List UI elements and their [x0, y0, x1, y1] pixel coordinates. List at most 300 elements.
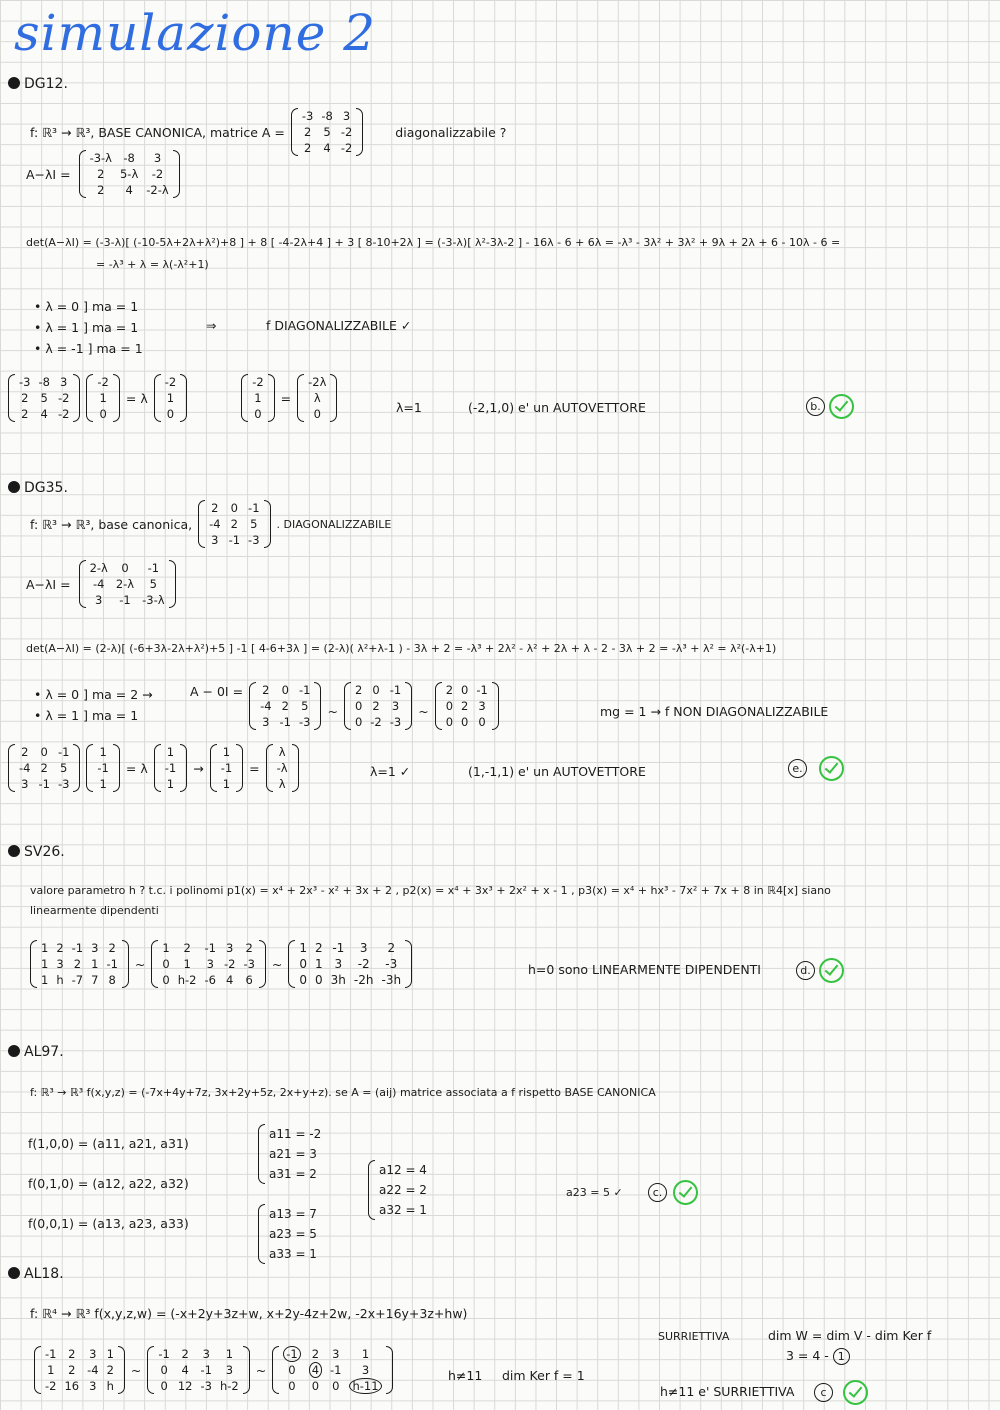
matrix-cell: 3 — [21, 777, 29, 791]
matrix-cell: 0 — [372, 683, 380, 697]
matrix-row — [161, 374, 180, 390]
matrix-row — [279, 1346, 385, 1362]
matrix-cell: -1 — [279, 1346, 304, 1362]
matrix-cell: 0 — [478, 715, 486, 729]
matrix-row — [205, 500, 263, 516]
matrix-row — [154, 1346, 242, 1362]
matrix-cell: 1 — [299, 941, 308, 955]
matrix-cell: 3 — [262, 715, 270, 729]
matrix-row — [158, 956, 259, 972]
matrix-cell: 5 — [301, 699, 309, 713]
matrix-row — [217, 776, 236, 792]
matrix-row — [161, 760, 180, 776]
matrix-cell: 2 — [21, 391, 29, 405]
ex3-prompt-line-2: linearmente dipendenti — [30, 904, 159, 917]
ex1-det-line-2: = -λ³ + λ = λ(-λ²+1) — [96, 258, 209, 271]
matrix-cell: 2 — [68, 1363, 76, 1377]
matrix-row — [15, 406, 73, 422]
matrix-row — [256, 698, 314, 714]
green-check-icon — [673, 1180, 698, 1205]
vector-v-dg12-b — [154, 374, 187, 422]
matrix-cell: -3 — [19, 375, 31, 389]
answer-circle: b. — [806, 397, 825, 416]
matrix-cell: 2 — [245, 941, 253, 955]
matrix-cell: 0 — [288, 1363, 296, 1377]
matrix-cell: -2 — [340, 125, 353, 139]
matrix-row — [256, 682, 314, 698]
ex3-answer — [796, 958, 844, 983]
matrix-cell: -3 — [301, 109, 314, 123]
matrix-cell: 3 — [334, 957, 343, 971]
matrix-cell: 3 — [91, 941, 99, 955]
matrix-cell: -1 — [476, 683, 488, 697]
matrix-cell: 3 — [211, 533, 219, 547]
matrix-cell: 3 — [89, 1347, 97, 1361]
matrix-cell: -1 — [228, 533, 241, 547]
matrix-cell: 1 — [166, 745, 175, 759]
ex4-system-column-2: a12 = 4 a22 = 2 a32 = 1 — [368, 1160, 427, 1220]
matrix-cell: -2 — [151, 167, 164, 181]
ex1-prompt: f: ℝ³ → ℝ³, BASE CANONICA, matrice A = -3 -8 3 2 5 -2 2 4 -2 diagonalizzabile ? — [30, 109, 507, 155]
matrix-cell: 1 — [99, 777, 107, 791]
vector-v-dg35 — [86, 744, 119, 792]
ex1-answer — [806, 394, 854, 419]
matrix-row — [298, 124, 356, 140]
matrix-cell: 1 — [254, 391, 262, 405]
vector-lambda-v-dg35 — [266, 744, 299, 792]
matrix-cell: 0 — [162, 973, 170, 987]
matrix-cell: -3 — [200, 1379, 212, 1393]
ex2-mg-conclusion: mg = 1 → f NON DIAGONALIZZABILE — [600, 704, 829, 719]
matrix-cell: h-2 — [219, 1379, 239, 1393]
matrix-row — [161, 390, 180, 406]
matrix-cell: 2 — [281, 699, 289, 713]
matrix-cell: 1 — [162, 941, 170, 955]
matrix-row — [442, 714, 492, 730]
matrix-cell: -1 — [97, 761, 109, 775]
matrix-cell: 2 — [303, 125, 312, 139]
matrix-cell: 1 — [41, 973, 49, 987]
matrix-row — [37, 940, 122, 956]
matrix-cell: 3 — [153, 151, 162, 165]
exercise-header-al18: AL18. — [8, 1266, 64, 1282]
matrix-cell: 2 — [97, 167, 105, 181]
ex5-prompt: f: ℝ⁴ → ℝ³ f(x,y,z,w) = (-x+2y+3z+w, x+2y-4z+2w, -2x+16y+3z+hw) — [30, 1306, 468, 1321]
matrix-cell: 0 — [230, 501, 238, 515]
bullet-dot-icon — [8, 845, 20, 857]
matrix-cell: -1 — [38, 777, 50, 791]
matrix-row — [93, 390, 112, 406]
matrix-cell: -2 — [370, 715, 382, 729]
matrix-cell: 0 — [299, 957, 308, 971]
matrix-cell: 2 — [97, 183, 105, 197]
matrix-cell: 5 — [250, 517, 258, 531]
matrix-cell: -6 — [204, 973, 216, 987]
matrix-cell: 3 — [95, 593, 103, 607]
matrix-cell: 1 — [106, 1347, 114, 1361]
matrix-dg35-step3 — [435, 682, 499, 730]
matrix-cell: 2 — [73, 957, 82, 971]
matrix-cell: 3 — [361, 1363, 370, 1377]
matrix-cell: -2 — [357, 957, 370, 971]
matrix-row — [248, 390, 267, 406]
matrix-cell: -7 — [71, 973, 84, 987]
matrix-cell: -3 — [57, 777, 70, 791]
matrix-sv26-step1 — [30, 940, 129, 988]
matrix-cell: 16 — [64, 1379, 80, 1393]
matrix-cell: 0 — [99, 407, 107, 421]
ex3-row-reduction: 1 2 -1 3 2 1 3 2 1 -1 1 h -7 7 8 ~ 1 2 -1 3 2 0 1 3 -2 -3 0 h-2 -6 4 6 ~ 1 2 -1 3 2 0 1 3 -2 -3 0 0 3h -2h -3h — [30, 940, 412, 988]
matrix-cell: λ — [313, 391, 321, 405]
matrix-sv26-step3 — [288, 940, 412, 988]
matrix-cell: -λ — [276, 761, 288, 775]
ex2-lambda-value: λ=1 ✓ — [370, 764, 411, 779]
matrix-cell: 4 — [40, 407, 48, 421]
matrix-dg35 — [198, 500, 270, 548]
vector-v-dg35-b — [154, 744, 187, 792]
matrix-row — [41, 1362, 118, 1378]
matrix-cell: 5 — [60, 761, 68, 775]
matrix-row — [351, 698, 405, 714]
matrix-dg35-repeat — [8, 744, 80, 792]
matrix-cell: -3 — [243, 957, 255, 971]
matrix-cell: -2λ — [308, 375, 327, 389]
ex1-eigen-list: • λ = 0 ] ma = 1 • λ = 1 ] ma = 1 • λ = -1 ] ma = 1 — [34, 299, 143, 356]
matrix-cell: -1 — [164, 761, 177, 775]
matrix-cell: 12 — [177, 1379, 193, 1393]
ex1-eigen-check: -3 -8 3 2 5 -2 2 4 -2 -2 1 0 = λ -2 1 0 -2 1 0 = -2λ λ 0 — [8, 374, 337, 422]
exercise-header-dg12: DG12. — [8, 76, 68, 92]
matrix-cell: -1 — [71, 941, 84, 955]
matrix-cell: -2 — [57, 407, 70, 421]
matrix-cell: 1 — [315, 957, 323, 971]
ex2-eigen-list: • λ = 0 ] ma = 2 → • λ = 1 ] ma = 1 — [34, 687, 153, 723]
matrix-cell: 1 — [222, 777, 231, 791]
matrix-row — [158, 972, 259, 988]
ex2-prompt: f: ℝ³ → ℝ³, base canonica, 2 0 -1 -4 2 5 3 -1 -3 . DIAGONALIZZABILE — [30, 501, 392, 547]
matrix-row — [279, 1362, 385, 1378]
matrix-row — [205, 532, 263, 548]
matrix-cell: -8 — [321, 109, 333, 123]
matrix-cell: 0 — [311, 1379, 320, 1393]
matrix-dg35-step2 — [344, 682, 412, 730]
matrix-row — [304, 374, 330, 390]
matrix-cell: -8 — [123, 151, 135, 165]
matrix-cell: -2-λ — [146, 183, 169, 197]
matrix-row — [248, 406, 267, 422]
matrix-cell: 0 — [354, 699, 363, 713]
matrix-cell: -1 — [330, 1363, 342, 1377]
matrix-cell: 3 — [56, 957, 64, 971]
matrix-cell: 2 — [445, 683, 454, 697]
matrix-cell: 0 — [461, 715, 469, 729]
matrix-cell: 4 — [181, 1363, 189, 1377]
matrix-cell: 0 — [40, 745, 48, 759]
matrix-row — [273, 760, 292, 776]
matrix-row — [279, 1378, 385, 1394]
matrix-row — [41, 1346, 118, 1362]
matrix-cell: 3 — [478, 699, 486, 713]
matrix-dg35-step1 — [249, 682, 321, 730]
matrix-cell: -1 — [389, 683, 402, 697]
matrix-cell: -1 — [106, 957, 118, 971]
matrix-cell: 0 — [445, 699, 454, 713]
matrix-cell: 2 — [262, 683, 270, 697]
matrix-cell: 0 — [160, 1379, 168, 1393]
matrix-cell: h-11 — [345, 1378, 385, 1394]
matrix-cell: 2 — [372, 699, 380, 713]
ex4-result: a23 = 5 ✓ — [566, 1186, 623, 1199]
matrix-cell: 3h — [330, 973, 346, 987]
matrix-cell: λ — [278, 777, 286, 791]
matrix-row — [295, 972, 405, 988]
matrix-cell: 3 — [342, 109, 351, 123]
matrix-cell: 2-λ — [89, 561, 108, 575]
matrix-cell: 3 — [225, 1363, 234, 1377]
matrix-cell: -1 — [332, 941, 345, 955]
matrix-cell: -3 — [389, 715, 402, 729]
exercise-header-sv26: SV26. — [8, 844, 65, 860]
matrix-cell: -3 — [299, 715, 311, 729]
matrix-cell: 2 — [21, 407, 29, 421]
ex2-det-line: det(A−λI) = (2-λ)[ (-6+3λ-2λ+λ²)+5 ] -1 [ 4-6+3λ ] = (2-λ)( λ²+λ-1 ) - 3λ + 2 = -λ³ + 2λ² - λ² + 2λ + λ - 2 - 3λ + 2 = -λ³ + λ² = λ²(-λ+1) — [26, 642, 777, 655]
matrix-row — [351, 714, 405, 730]
matrix-row — [15, 390, 73, 406]
matrix-row — [93, 760, 112, 776]
matrix-row — [15, 776, 73, 792]
matrix-cell: 2 — [183, 941, 191, 955]
matrix-cell: λ — [278, 745, 286, 759]
ex4-answer — [648, 1180, 698, 1205]
matrix-cell: -1 — [248, 501, 260, 515]
matrix-row — [86, 166, 173, 182]
matrix-row — [37, 972, 122, 988]
implies-arrow-icon: ⇒ — [206, 318, 217, 333]
matrix-cell: 3 — [359, 941, 368, 955]
matrix-row — [41, 1378, 118, 1394]
matrix-cell: 0 — [281, 683, 289, 697]
matrix-cell: -4 — [92, 577, 105, 591]
matrix-a-dg12 — [291, 108, 363, 156]
ex2-answer — [788, 756, 844, 781]
matrix-al18-step1 — [34, 1346, 125, 1394]
matrix-cell: 0 — [254, 407, 262, 421]
matrix-cell: 3 — [226, 941, 234, 955]
matrix-row — [161, 776, 180, 792]
matrix-cell: 1 — [225, 1347, 234, 1361]
matrix-row — [37, 956, 122, 972]
matrix-cell: -4 — [209, 517, 221, 531]
matrix-row — [217, 760, 236, 776]
exercise-header-al97: AL97. — [8, 1044, 64, 1060]
matrix-cell: 1 — [183, 957, 191, 971]
matrix-cell: 3 — [60, 375, 68, 389]
matrix-sv26-step2 — [151, 940, 266, 988]
matrix-cell: 1 — [47, 1363, 55, 1377]
ex4-system-column-3: a13 = 7 a23 = 5 a33 = 1 — [258, 1204, 317, 1264]
matrix-cell: 0 — [299, 973, 308, 987]
matrix-cell: -1 — [200, 1363, 212, 1377]
matrix-cell: 1 — [361, 1347, 370, 1361]
matrix-cell: 0 — [445, 715, 454, 729]
answer-circle: e. — [788, 759, 807, 778]
ex5-dim-formula: dim W = dim V - dim Ker f — [768, 1328, 932, 1343]
matrix-cell: -3h — [381, 973, 402, 987]
matrix-al18-step2 — [147, 1346, 249, 1394]
vector-v-dg35-c — [210, 744, 243, 792]
matrix-cell: 5 — [149, 577, 157, 591]
matrix-row — [304, 390, 330, 406]
matrix-cell: 6 — [245, 973, 253, 987]
matrix-cell: 3 — [202, 1347, 210, 1361]
matrix-row — [86, 560, 169, 576]
matrix-row — [86, 576, 169, 592]
matrix-cell: 4 — [125, 183, 133, 197]
matrix-cell: 2 — [315, 941, 323, 955]
matrix-cell: 3 — [391, 699, 400, 713]
matrix-cell: 0 — [288, 1379, 296, 1393]
matrix-cell: -1 — [57, 745, 70, 759]
matrix-row — [15, 374, 73, 390]
matrix-cell: 2 — [56, 941, 64, 955]
matrix-cell: 2 — [311, 1347, 320, 1361]
ex2-eigen-check: 2 0 -1 -4 2 5 3 -1 -3 1 -1 1 = λ 1 -1 1 → 1 -1 1 = λ -λ λ — [8, 744, 299, 792]
ex1-det-line-1: det(A−λI) = (-3-λ)[ (-10-5λ+2λ+λ²)+8 ] + 8 [ -4-2λ+4 ] + 3 [ 8-10+2λ ] = (-3-λ)[ λ²-3λ-2 ] - 16λ - 6 + 6λ = -λ³ - 3λ² + 3λ² + 9λ + 2λ + 6 - 10λ - 6 = — [26, 236, 841, 249]
matrix-cell: 3 — [332, 1347, 340, 1361]
matrix-cell: -2 — [45, 1379, 57, 1393]
matrix-cell: 2 — [68, 1347, 76, 1361]
matrix-row — [158, 940, 259, 956]
ex1-conclusion: f DIAGONALIZZABILE ✓ — [266, 318, 412, 333]
matrix-cell: 5-λ — [119, 167, 139, 181]
bullet-dot-icon — [8, 1045, 20, 1057]
matrix-cell: 2 — [230, 517, 238, 531]
matrix-cell: 7 — [91, 973, 99, 987]
matrix-cell: -1 — [158, 1347, 170, 1361]
ex2-result: (1,-1,1) e' un AUTOVETTORE — [468, 764, 646, 779]
matrix-cell: 0 — [332, 1379, 340, 1393]
matrix-cell: -1 — [45, 1347, 57, 1361]
matrix-cell: 1 — [99, 391, 107, 405]
ex1-lambda-value: λ=1 — [396, 400, 422, 415]
matrix-cell: -3 — [385, 957, 398, 971]
green-check-icon — [819, 756, 844, 781]
answer-circle: d. — [796, 961, 815, 980]
ex3-result: h=0 sono LINEARMENTE DIPENDENTI — [528, 962, 761, 977]
matrix-cell: -3 — [248, 533, 260, 547]
matrix-cell: 1 — [222, 745, 231, 759]
matrix-cell: 0 — [121, 561, 129, 575]
ex4-basis-images: f(1,0,0) = (a11, a21, a31) f(0,1,0) = (a12, a22, a32) f(0,0,1) = (a13, a23, a33) — [28, 1136, 189, 1231]
matrix-row — [256, 714, 314, 730]
matrix-row — [93, 374, 112, 390]
matrix-cell: 2 — [387, 941, 396, 955]
page-title: simulazione 2 — [14, 4, 376, 62]
matrix-cell: 0 — [162, 957, 170, 971]
ex3-prompt-line-1: valore parametro h ? t.c. i polinomi p1(x) = x⁴ + 2x³ - x² + 3x + 2 , p2(x) = x⁴ + 3x³ + 2x² + x - 1 , p3(x) = x⁴ + hx³ - 7x² + 7x + 8 in ℝ4[x] siano — [30, 884, 831, 897]
matrix-cell: 1 — [166, 777, 175, 791]
matrix-al18-step3 — [272, 1346, 392, 1394]
matrix-cell: 1 — [99, 745, 107, 759]
matrix-row — [295, 956, 405, 972]
ex4-system-column-1: a11 = -2 a21 = 3 a31 = 2 — [258, 1124, 321, 1184]
ex5-h-condition: h≠11 — [448, 1368, 483, 1383]
matrix-row — [217, 744, 236, 760]
matrix-cell: -2h — [353, 973, 374, 987]
matrix-row — [295, 940, 405, 956]
matrix-cell: 2 — [461, 699, 469, 713]
matrix-row — [161, 744, 180, 760]
matrix-cell: 2 — [181, 1347, 189, 1361]
matrix-cell: h — [106, 1379, 114, 1393]
matrix-cell: 2 — [40, 761, 48, 775]
matrix-cell: 2 — [303, 141, 312, 155]
matrix-row — [205, 516, 263, 532]
bullet-dot-icon — [8, 481, 20, 493]
matrix-cell: -3-λ — [89, 151, 112, 165]
matrix-cell: 3 — [206, 957, 214, 971]
matrix-cell: 1 — [91, 957, 99, 971]
matrix-row — [442, 698, 492, 714]
ex5-answer — [814, 1380, 868, 1405]
vector-v-dg12 — [86, 374, 119, 422]
matrix-cell: 2 — [108, 941, 116, 955]
matrix-cell: -4 — [19, 761, 31, 775]
matrix-cell: h-2 — [177, 973, 197, 987]
matrix-cell: -3-λ — [142, 593, 165, 607]
matrix-cell: 5 — [40, 391, 48, 405]
matrix-row — [248, 374, 267, 390]
ex5-dim-numbers: 3 = 4 - 1 — [786, 1348, 850, 1365]
matrix-cell: h — [56, 973, 64, 987]
matrix-row — [298, 140, 356, 156]
matrix-cell: 0 — [166, 407, 175, 421]
matrix-row — [154, 1362, 242, 1378]
matrix-cell: -2 — [164, 375, 177, 389]
bullet-dot-icon — [8, 1267, 20, 1279]
ex1-result: (-2,1,0) e' un AUTOVETTORE — [468, 400, 646, 415]
answer-circle: c — [814, 1383, 833, 1402]
matrix-row — [442, 682, 492, 698]
matrix-cell: 0 — [354, 715, 363, 729]
matrix-cell: 2 — [106, 1363, 114, 1377]
ex1-a-lambda-i: A−λI = -3-λ -8 3 2 5-λ -2 2 4 -2-λ — [26, 150, 180, 198]
bullet-dot-icon — [8, 77, 20, 89]
ex2-rank-reduction: A − 0I = 2 0 -1 -4 2 5 3 -1 -3 ~ 2 0 -1 0 2 3 0 -2 -3 ~ 2 0 -1 0 2 3 0 0 0 — [190, 682, 499, 730]
vector-lambda-v-dg12 — [297, 374, 337, 422]
matrix-row — [93, 776, 112, 792]
matrix-cell: -1 — [204, 941, 216, 955]
matrix-cell: 1 — [41, 941, 49, 955]
matrix-cell: 0 — [315, 973, 323, 987]
ex5-dim-ker: dim Ker f = 1 — [502, 1368, 585, 1383]
matrix-cell: -2 — [223, 957, 236, 971]
matrix-cell: -1 — [119, 593, 131, 607]
matrix-cell: -1 — [279, 715, 291, 729]
matrix-cell: -4 — [260, 699, 272, 713]
matrix-row — [273, 744, 292, 760]
matrix-cell: -1 — [299, 683, 311, 697]
matrix-cell: 2 — [21, 745, 29, 759]
matrix-row — [15, 744, 73, 760]
matrix-a-minus-lambda-i-dg35 — [79, 560, 176, 608]
matrix-cell: 5 — [323, 125, 331, 139]
matrix-row — [351, 682, 405, 698]
matrix-cell: 0 — [461, 683, 469, 697]
matrix-row — [298, 108, 356, 124]
matrix-cell: 2-λ — [115, 577, 135, 591]
exercise-header-dg35: DG35. — [8, 480, 68, 496]
